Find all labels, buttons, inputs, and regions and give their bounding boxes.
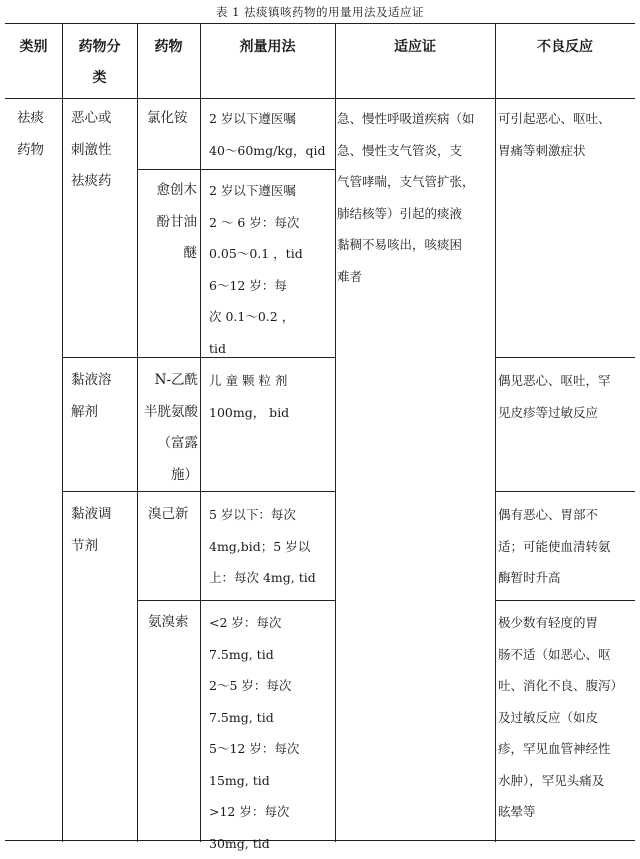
header-divider <box>5 98 635 99</box>
class-regulator-cell: 黏液调 节剂 <box>71 506 112 554</box>
row-divider <box>495 357 635 358</box>
header-drug: 药物 <box>154 39 183 55</box>
dosage-ambroxol: <2 岁：每次 7.5mg, tid 2～5 岁：每次 7.5mg, tid 5～12 岁：每次 15mg, tid >12 岁：每次 30mg, tid <box>209 615 300 851</box>
table-caption: 表 1 祛痰镇咳药物的用量用法及适应证 <box>215 5 425 19</box>
class-mucolytic-cell: 黏液溶 解剂 <box>71 372 112 420</box>
dosage-acetylcysteine: 儿 童 颗 粒 剂 100mg， bid <box>209 373 290 420</box>
adverse-acetylcysteine: 偶见恶心、呕吐，罕 见皮疹等过敏反应 <box>498 373 611 420</box>
dosage-table <box>5 23 635 851</box>
adverse-nausea-group: 可引起恶心、呕吐、 胃痛等刺激症状 <box>498 111 611 158</box>
header-dosage: 剂量用法 <box>239 39 296 55</box>
row-divider <box>495 600 635 601</box>
dosage-bromhexine: 5 岁以下：每次 4mg,bid；5 岁以 上：每次 4mg, tid <box>209 507 316 585</box>
indication-cell: 急、慢性呼吸道疾病（如 急、慢性支气管炎，支 气管哮喘，支气管扩张， 肺结核等）引起的痰液 黏稠不易咳出，咳痰困 难者 <box>337 111 475 284</box>
drug-guaifenesin: 愈创木 酚甘油 醚 <box>156 182 197 261</box>
category-cell: 祛痰 药物 <box>17 110 44 158</box>
dosage-guaifenesin: 2 岁以下遵医嘱 2 ～ 6 岁：每次 0.05～0.1 ，tid 6～12 岁：每 次 0.1～0.2 ， tid <box>209 183 303 356</box>
header-drug-class: 药物分 类 <box>78 39 121 86</box>
drug-ambroxol: 氨溴索 <box>148 614 189 630</box>
dosage-ammonium-chloride: 2 岁以下遵医嘱 40～60mg/kg，qid <box>209 111 326 158</box>
col-divider <box>335 24 336 842</box>
col-divider <box>200 24 201 842</box>
drug-bromhexine: 溴己新 <box>148 506 189 522</box>
drug-ammonium-chloride: 氯化铵 <box>147 110 188 126</box>
row-divider <box>137 600 335 601</box>
header-adverse: 不良反应 <box>537 39 593 55</box>
row-divider <box>495 491 635 492</box>
adverse-ambroxol: 极少数有轻度的胃 肠不适（如恶心、呕 吐、消化不良、腹泻） 及过敏反应（如皮 疹，罕见血管神经性 水肿），罕见头痛及 眩晕等 <box>498 615 624 819</box>
header-category: 类别 <box>19 39 48 55</box>
row-divider <box>62 491 335 492</box>
adverse-bromhexine: 偶有恶心、胃部不 适；可能使血清转氨 酶暂时升高 <box>498 507 611 585</box>
header-indication: 适应证 <box>394 39 436 55</box>
row-divider <box>137 169 335 170</box>
class-nausea-cell: 恶心或 刺激性 祛痰药 <box>71 110 112 189</box>
drug-acetylcysteine: N-乙酰 半胱氨酸 （富露 施） <box>144 372 198 483</box>
col-divider <box>495 24 496 842</box>
col-divider <box>62 24 63 842</box>
